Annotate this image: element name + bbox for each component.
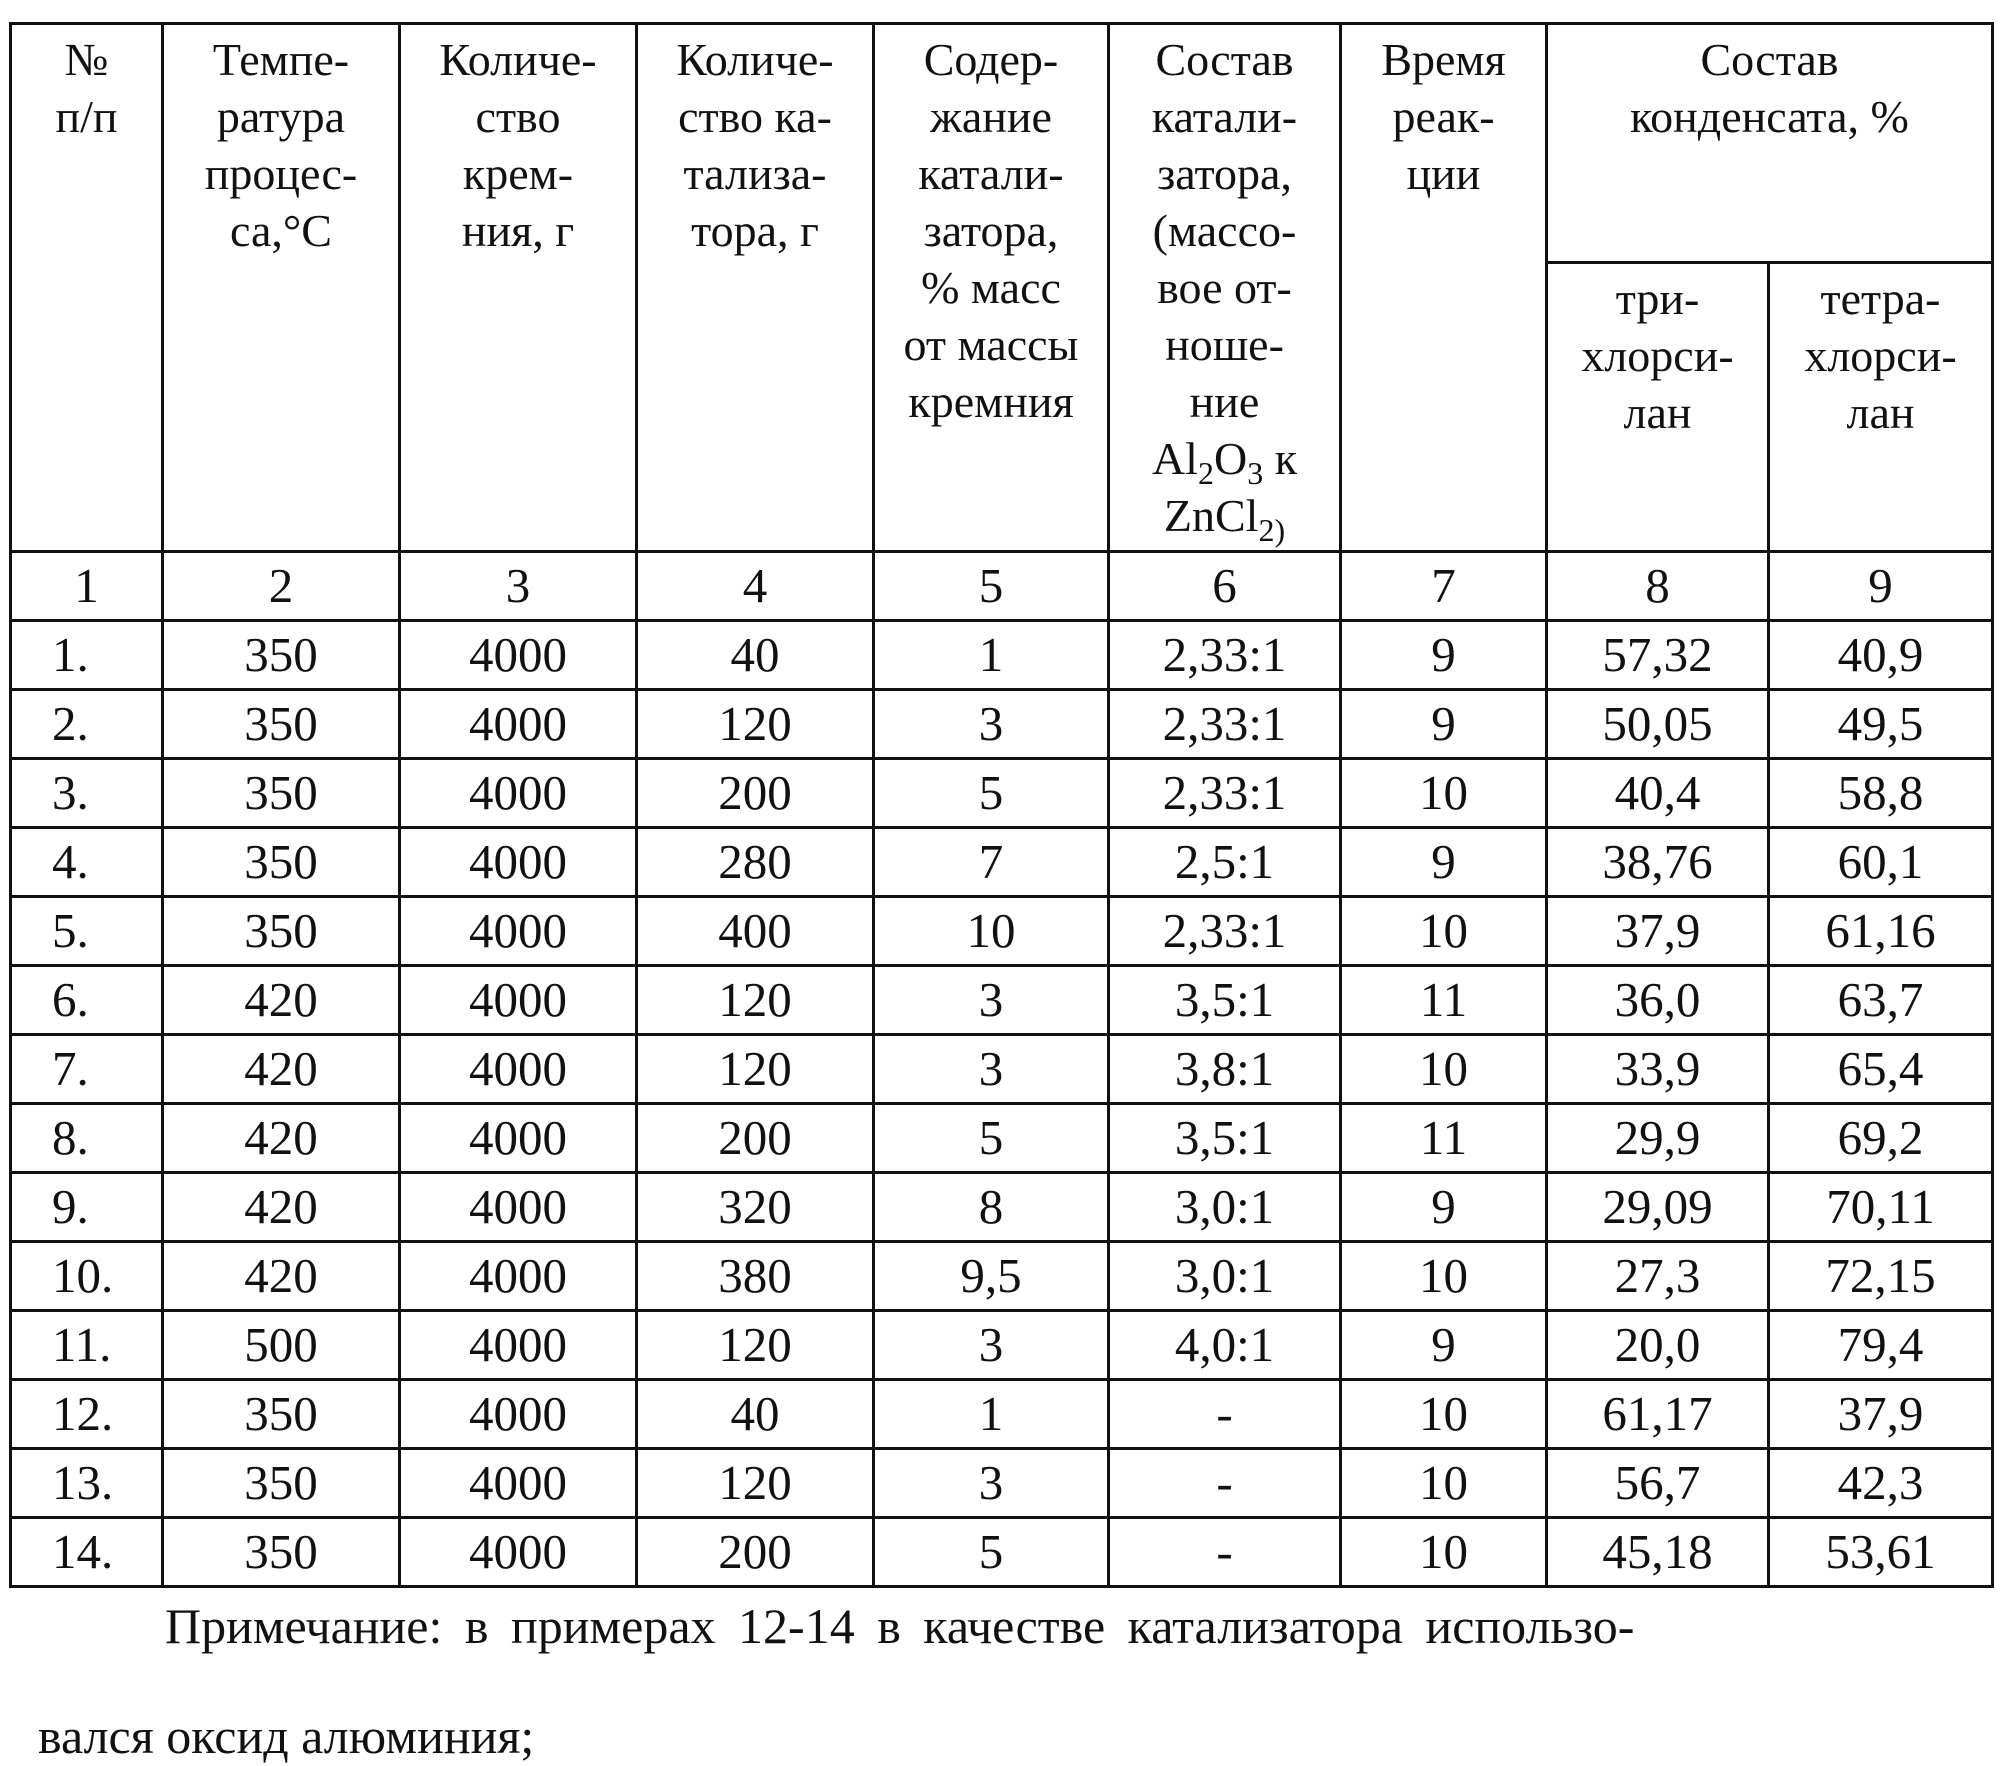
table-cell: 29,09 xyxy=(1547,1173,1769,1242)
header-line: реак- xyxy=(1342,88,1545,145)
table-cell: - xyxy=(1109,1449,1341,1518)
header-line: Количе- xyxy=(638,31,872,88)
table-cell: 57,32 xyxy=(1547,621,1769,690)
table-cell: 10. xyxy=(11,1242,163,1311)
table-cell: 4000 xyxy=(400,1380,637,1449)
table-cell: 3,0:1 xyxy=(1109,1173,1341,1242)
table-cell: 10 xyxy=(1341,759,1547,828)
table-cell: 4000 xyxy=(400,1518,637,1587)
table-cell: 380 xyxy=(637,1242,874,1311)
table-cell: 200 xyxy=(637,759,874,828)
table-cell: 13. xyxy=(11,1449,163,1518)
header-temperature xyxy=(163,24,400,552)
table-cell: 4000 xyxy=(400,828,637,897)
table-cell: 2. xyxy=(11,690,163,759)
table-row xyxy=(11,759,1993,828)
table-cell: 10 xyxy=(1341,1242,1547,1311)
table-row xyxy=(11,621,1993,690)
table-cell: 350 xyxy=(163,897,400,966)
table-cell: 49,5 xyxy=(1769,690,1993,759)
header-catalyst-amount xyxy=(637,24,874,552)
table-cell: 7. xyxy=(11,1035,163,1104)
table-row xyxy=(11,1173,1993,1242)
table-cell: 61,17 xyxy=(1547,1380,1769,1449)
header-line: ции xyxy=(1342,145,1545,202)
header-trichlorosilane xyxy=(1547,263,1769,552)
header-line: затора, xyxy=(875,202,1107,259)
table-cell: 350 xyxy=(163,828,400,897)
header-line: ство xyxy=(401,88,635,145)
header-line: Время xyxy=(1342,31,1545,88)
table-cell: 14. xyxy=(11,1518,163,1587)
table-cell: 120 xyxy=(637,1311,874,1380)
header-line: хлорси- xyxy=(1770,327,1991,384)
column-number-cell: 3 xyxy=(400,552,637,621)
header-line: три- xyxy=(1548,270,1767,327)
table-cell: 4000 xyxy=(400,759,637,828)
table-cell: 4000 xyxy=(400,1311,637,1380)
table-cell: 12. xyxy=(11,1380,163,1449)
header-silicon-amount xyxy=(400,24,637,552)
table-cell: 65,4 xyxy=(1769,1035,1993,1104)
table-cell: 45,18 xyxy=(1547,1518,1769,1587)
header-line: Темпе- xyxy=(164,31,398,88)
table-cell: 4000 xyxy=(400,966,637,1035)
header-line: жание xyxy=(875,88,1107,145)
table-cell: 4000 xyxy=(400,897,637,966)
table-cell: 2,33:1 xyxy=(1109,759,1341,828)
table-cell: 200 xyxy=(637,1518,874,1587)
table-cell: 5 xyxy=(874,1518,1109,1587)
header-line: затора, xyxy=(1110,145,1339,202)
table-cell: 33,9 xyxy=(1547,1035,1769,1104)
header-condensate-composition xyxy=(1547,24,1993,263)
header-line: Количе- xyxy=(401,31,635,88)
header-line: вое от- xyxy=(1110,259,1339,316)
header-line: Содер- xyxy=(875,31,1107,88)
table-cell: 350 xyxy=(163,621,400,690)
table-cell: 5 xyxy=(874,1104,1109,1173)
table-cell: 8. xyxy=(11,1104,163,1173)
note-line-1: Примечание: в примерах 12-14 в качестве катализатора использо- xyxy=(0,1596,2000,1656)
table-cell: 6. xyxy=(11,966,163,1035)
table-cell: 9. xyxy=(11,1173,163,1242)
table-cell: 2,33:1 xyxy=(1109,690,1341,759)
header-reaction-time xyxy=(1341,24,1547,552)
table-cell: 4000 xyxy=(400,1173,637,1242)
table-cell: 350 xyxy=(163,1449,400,1518)
table-cell: 3 xyxy=(874,1311,1109,1380)
table-cell: 3 xyxy=(874,1035,1109,1104)
table-header xyxy=(11,24,1993,552)
table-cell: 10 xyxy=(1341,1380,1547,1449)
table-cell: 2,33:1 xyxy=(1109,897,1341,966)
table-cell: 3 xyxy=(874,690,1109,759)
table-cell: 8 xyxy=(874,1173,1109,1242)
table-cell: 3 xyxy=(874,1449,1109,1518)
table-cell: 4000 xyxy=(400,690,637,759)
table-cell: 37,9 xyxy=(1769,1380,1993,1449)
header-line: п/п xyxy=(12,88,161,145)
table-cell: 4000 xyxy=(400,1035,637,1104)
table-cell: 37,9 xyxy=(1547,897,1769,966)
table-cell: 3,5:1 xyxy=(1109,1104,1341,1173)
table-row xyxy=(11,690,1993,759)
table-cell: 9 xyxy=(1341,1173,1547,1242)
table-cell: 63,7 xyxy=(1769,966,1993,1035)
table-cell: 3. xyxy=(11,759,163,828)
table-cell: 61,16 xyxy=(1769,897,1993,966)
table-cell: 9 xyxy=(1341,621,1547,690)
table-row xyxy=(11,828,1993,897)
table-cell: 9,5 xyxy=(874,1242,1109,1311)
header-line: (массо- xyxy=(1110,202,1339,259)
header-line: лан xyxy=(1770,384,1991,441)
header-tetrachlorosilane xyxy=(1769,263,1993,552)
table-row xyxy=(11,1104,1993,1173)
table-cell: 20,0 xyxy=(1547,1311,1769,1380)
column-number-cell: 5 xyxy=(874,552,1109,621)
header-line: от массы xyxy=(875,316,1107,373)
table-row xyxy=(11,1311,1993,1380)
column-number-cell: 1 xyxy=(11,552,163,621)
header-line: ноше- xyxy=(1110,316,1339,373)
table-cell: 29,9 xyxy=(1547,1104,1769,1173)
table-row xyxy=(11,966,1993,1035)
table-cell: 420 xyxy=(163,1104,400,1173)
table-cell: 420 xyxy=(163,966,400,1035)
table-cell: 4000 xyxy=(400,1104,637,1173)
column-number-cell: 4 xyxy=(637,552,874,621)
column-number-cell: 9 xyxy=(1769,552,1993,621)
data-table xyxy=(9,22,1994,1588)
table-cell: 9 xyxy=(1341,690,1547,759)
header-line: хлорси- xyxy=(1548,327,1767,384)
table-cell: 350 xyxy=(163,690,400,759)
table-cell: 350 xyxy=(163,759,400,828)
table-cell: 11 xyxy=(1341,1104,1547,1173)
header-line: Состав xyxy=(1110,31,1339,88)
table-cell: 350 xyxy=(163,1518,400,1587)
table-cell: 36,0 xyxy=(1547,966,1769,1035)
table-cell: 2,5:1 xyxy=(1109,828,1341,897)
note-line-2: вался оксид алюминия; xyxy=(0,1706,2000,1766)
table-cell: 60,1 xyxy=(1769,828,1993,897)
table-cell: 79,4 xyxy=(1769,1311,1993,1380)
table-row xyxy=(11,1518,1993,1587)
formula-zncl2: ZnCl2) xyxy=(1110,487,1339,544)
table-cell: 10 xyxy=(1341,1518,1547,1587)
header-line: ратура xyxy=(164,88,398,145)
column-number-cell: 6 xyxy=(1109,552,1341,621)
table-cell: 3,5:1 xyxy=(1109,966,1341,1035)
column-number-cell: 7 xyxy=(1341,552,1547,621)
table-cell: 3,8:1 xyxy=(1109,1035,1341,1104)
table-cell: 5. xyxy=(11,897,163,966)
table-cell: 120 xyxy=(637,1035,874,1104)
column-number-cell: 8 xyxy=(1547,552,1769,621)
header-line: катали- xyxy=(875,145,1107,202)
header-line: процес- xyxy=(164,145,398,202)
header-line: крем- xyxy=(401,145,635,202)
header-line: тетра- xyxy=(1770,270,1991,327)
table-body xyxy=(11,552,1993,1587)
table-cell: 11 xyxy=(1341,966,1547,1035)
column-number-row xyxy=(11,552,1993,621)
table-row xyxy=(11,1449,1993,1518)
header-line: лан xyxy=(1548,384,1767,441)
table-cell: 4000 xyxy=(400,1449,637,1518)
table-cell: 38,76 xyxy=(1547,828,1769,897)
table-cell: 40,9 xyxy=(1769,621,1993,690)
table-cell: - xyxy=(1109,1518,1341,1587)
header-line: са,°С xyxy=(164,202,398,259)
table-cell: 1 xyxy=(874,621,1109,690)
table-cell: 280 xyxy=(637,828,874,897)
table-cell: 4. xyxy=(11,828,163,897)
table-cell: 4000 xyxy=(400,1242,637,1311)
table-cell: 120 xyxy=(637,690,874,759)
table-cell: 3 xyxy=(874,966,1109,1035)
table-cell: 72,15 xyxy=(1769,1242,1993,1311)
table-cell: 350 xyxy=(163,1380,400,1449)
column-number-cell: 2 xyxy=(163,552,400,621)
table-cell: 1 xyxy=(874,1380,1109,1449)
table-cell: 53,61 xyxy=(1769,1518,1993,1587)
header-line: катали- xyxy=(1110,88,1339,145)
table-row xyxy=(11,897,1993,966)
catalyst-composition-text xyxy=(1110,31,1339,430)
table-row xyxy=(11,1242,1993,1311)
table-cell: 4000 xyxy=(400,621,637,690)
table-cell: 120 xyxy=(637,1449,874,1518)
table-cell: 320 xyxy=(637,1173,874,1242)
table-cell: 40 xyxy=(637,1380,874,1449)
table-cell: 10 xyxy=(874,897,1109,966)
table-cell: 50,05 xyxy=(1547,690,1769,759)
table-cell: 5 xyxy=(874,759,1109,828)
header-line: % масс xyxy=(875,259,1107,316)
header-line: Состав xyxy=(1548,31,1991,88)
header-line: тализа- xyxy=(638,145,872,202)
table-row xyxy=(11,1380,1993,1449)
table-cell: 40,4 xyxy=(1547,759,1769,828)
table-cell: 10 xyxy=(1341,1449,1547,1518)
table-cell: 58,8 xyxy=(1769,759,1993,828)
table-cell: 69,2 xyxy=(1769,1104,1993,1173)
table-cell: 120 xyxy=(637,966,874,1035)
table-cell: 1. xyxy=(11,621,163,690)
table-cell: 70,11 xyxy=(1769,1173,1993,1242)
table-cell: 9 xyxy=(1341,1311,1547,1380)
table-cell: 420 xyxy=(163,1242,400,1311)
table-cell: 200 xyxy=(637,1104,874,1173)
header-line: ния, г xyxy=(401,202,635,259)
table-row xyxy=(11,1035,1993,1104)
table-cell: 500 xyxy=(163,1311,400,1380)
header-line: конденсата, % xyxy=(1548,88,1991,145)
header-row-number xyxy=(11,24,163,552)
table-cell: 4,0:1 xyxy=(1109,1311,1341,1380)
table-cell: 420 xyxy=(163,1173,400,1242)
table-cell: 400 xyxy=(637,897,874,966)
table-cell: - xyxy=(1109,1380,1341,1449)
header-catalyst-composition xyxy=(1109,24,1341,552)
header-line: ство ка- xyxy=(638,88,872,145)
table-cell: 27,3 xyxy=(1547,1242,1769,1311)
table-cell: 40 xyxy=(637,621,874,690)
table-cell: 10 xyxy=(1341,897,1547,966)
formula-al2o3: Al2O3 к xyxy=(1110,430,1339,487)
table-cell: 11. xyxy=(11,1311,163,1380)
table-cell: 420 xyxy=(163,1035,400,1104)
header-line: кремния xyxy=(875,373,1107,430)
header-line: тора, г xyxy=(638,202,872,259)
table-cell: 7 xyxy=(874,828,1109,897)
header-line: № xyxy=(12,31,161,88)
table-cell: 10 xyxy=(1341,1035,1547,1104)
table-cell: 2,33:1 xyxy=(1109,621,1341,690)
table-cell: 42,3 xyxy=(1769,1449,1993,1518)
table-cell: 3,0:1 xyxy=(1109,1242,1341,1311)
header-catalyst-content xyxy=(874,24,1109,552)
header-line: ние xyxy=(1110,373,1339,430)
table-cell: 56,7 xyxy=(1547,1449,1769,1518)
table-cell: 9 xyxy=(1341,828,1547,897)
